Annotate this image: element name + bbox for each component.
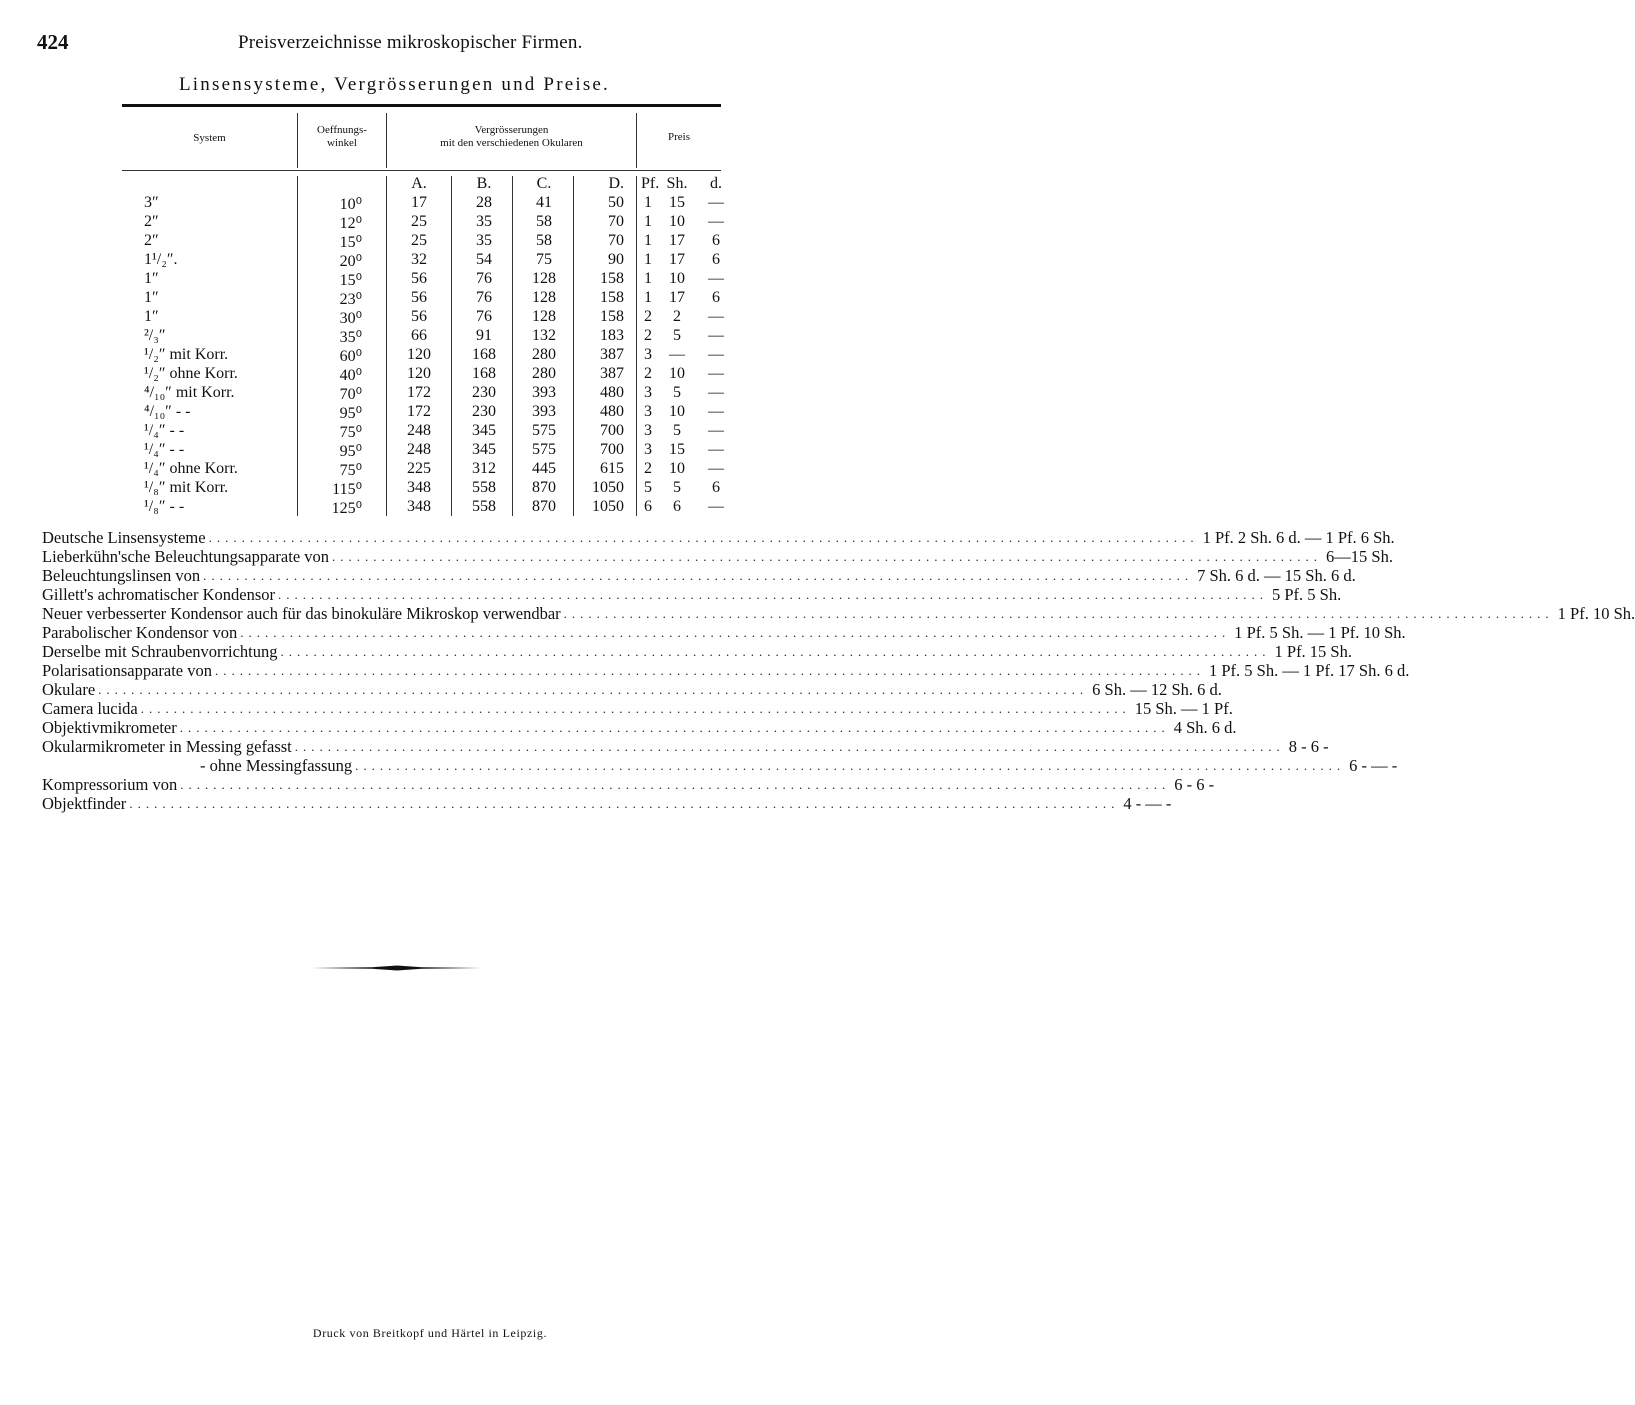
cell-c: 280 [532, 365, 556, 382]
end-ornament [312, 965, 482, 971]
cell-angle: 30⁰ [339, 310, 362, 327]
leader-dots: ........................................................................................................................ [129, 796, 1120, 811]
leader-dots: ........................................................................................................................ [179, 720, 1170, 735]
cell-dd: — [708, 498, 724, 515]
table-header-rule [122, 170, 721, 171]
leader-dots: ........................................................................................................................ [280, 644, 1271, 659]
subheader-d: D. [608, 175, 624, 192]
table-row [122, 479, 742, 498]
price-list-item [42, 604, 1635, 623]
cell-c: 58 [536, 213, 552, 230]
cell-angle: 95⁰ [339, 443, 362, 460]
item-price: 8 - 6 - [1285, 737, 1329, 756]
cell-sh: 15 [669, 441, 685, 458]
subheader-b: B. [476, 175, 492, 192]
cell-sh: 15 [669, 194, 685, 211]
table-row [122, 232, 742, 251]
leader-dots: ........................................................................................................................ [278, 587, 1268, 602]
price-list-item [42, 680, 1222, 699]
cell-sh: 10 [669, 365, 685, 382]
cell-dd: — [708, 308, 724, 325]
cell-dd: — [708, 460, 724, 477]
cell-pf: 5 [644, 479, 652, 496]
table-top-rule [122, 104, 721, 107]
leader-dots: ........................................................................................................................ [294, 739, 1285, 754]
cell-sh: 5 [673, 479, 681, 496]
cell-a: 56 [411, 270, 427, 287]
subheader-sh: Sh. [666, 175, 688, 192]
price-list-item [42, 775, 1215, 794]
cell-b: 168 [472, 365, 496, 382]
cell-b: 91 [476, 327, 492, 344]
cell-angle: 125⁰ [331, 500, 362, 517]
cell-sh: 10 [669, 270, 685, 287]
item-label: Lieberkühn'sche Beleuchtungsapparate von [42, 547, 332, 566]
item-price: 1 Pf. 15 Sh. [1271, 642, 1352, 661]
table-row [122, 270, 742, 289]
table-row [122, 213, 742, 232]
leader-dots: ........................................................................................................................ [563, 606, 1554, 621]
cell-dd: 6 [712, 479, 720, 496]
subheader-d2: d. [710, 175, 722, 192]
item-label: Polarisationsapparate von [42, 661, 215, 680]
item-price: 6 - — - [1345, 756, 1397, 775]
cell-b: 54 [476, 251, 492, 268]
cell-dd: — [708, 213, 724, 230]
price-list-item [42, 642, 1352, 661]
cell-pf: 2 [644, 327, 652, 344]
page-number: 424 [37, 30, 69, 54]
cell-c: 128 [532, 308, 556, 325]
table-subheader-row [122, 175, 742, 194]
cell-angle: 115⁰ [332, 481, 362, 498]
item-label: Objektivmikrometer [42, 718, 180, 737]
cell-pf: 1 [644, 289, 652, 306]
price-list-item [42, 756, 1398, 775]
cell-a: 120 [407, 346, 431, 363]
item-price: 6 Sh. — 12 Sh. 6 d. [1088, 680, 1222, 699]
cell-angle: 40⁰ [339, 367, 362, 384]
table-row [122, 441, 742, 460]
cell-system: ⁴/₁₀″ - - [144, 403, 191, 420]
cell-b: 345 [472, 441, 496, 458]
cell-d: 480 [600, 403, 624, 420]
running-head: Preisverzeichnisse mikroskopischer Firmen. [238, 32, 583, 53]
cell-c: 445 [532, 460, 556, 477]
cell-dd: — [708, 422, 724, 439]
price-list-item [42, 661, 1410, 680]
cell-b: 558 [472, 498, 496, 515]
cell-system: ¹/₂″ ohne Korr. [144, 365, 238, 382]
cell-c: 575 [532, 441, 556, 458]
cell-a: 225 [407, 460, 431, 477]
cell-angle: 10⁰ [339, 196, 362, 213]
cell-dd: — [708, 365, 724, 382]
item-label: Deutsche Linsensysteme [42, 528, 209, 547]
cell-system: 2″ [144, 232, 159, 249]
table-row [122, 384, 742, 403]
item-price: 15 Sh. — 1 Pf. [1131, 699, 1233, 718]
cell-pf: 2 [644, 460, 652, 477]
item-label: - ohne Messingfassung [42, 756, 355, 775]
item-label: Objektfinder [42, 794, 129, 813]
cell-d: 90 [608, 251, 624, 268]
cell-d: 387 [600, 365, 624, 382]
cell-system: ⁴/₁₀″ mit Korr. [144, 384, 235, 401]
cell-a: 172 [407, 403, 431, 420]
leader-dots: ........................................................................................................................ [355, 758, 1346, 773]
price-list-item [42, 794, 1172, 813]
cell-dd: — [708, 346, 724, 363]
cell-dd: 6 [712, 289, 720, 306]
cell-a: 348 [407, 498, 431, 515]
cell-c: 75 [536, 251, 552, 268]
cell-sh: 5 [673, 422, 681, 439]
cell-sh: 17 [669, 289, 685, 306]
cell-c: 870 [532, 498, 556, 515]
cell-d: 183 [600, 327, 624, 344]
cell-c: 280 [532, 346, 556, 363]
cell-sh: 2 [673, 308, 681, 325]
cell-c: 58 [536, 232, 552, 249]
cell-d: 70 [608, 213, 624, 230]
cell-system: ²/₃″ [144, 327, 166, 344]
item-label: Beleuchtungslinsen von [42, 566, 203, 585]
cell-dd: — [708, 403, 724, 420]
cell-angle: 95⁰ [339, 405, 362, 422]
item-price: 1 Pf. 10 Sh. [1554, 604, 1635, 623]
price-list-item [42, 528, 1395, 547]
price-list-item [42, 547, 1393, 566]
cell-d: 387 [600, 346, 624, 363]
cell-angle: 15⁰ [339, 234, 362, 251]
cell-sh: 10 [669, 403, 685, 420]
cell-a: 56 [411, 289, 427, 306]
cell-a: 25 [411, 213, 427, 230]
cell-angle: 75⁰ [339, 424, 362, 441]
cell-dd: 6 [712, 232, 720, 249]
cell-system: 3″ [144, 194, 159, 211]
cell-sh: 10 [669, 460, 685, 477]
printer-imprint: Druck von Breitkopf und Härtel in Leipzig. [312, 1326, 548, 1340]
cell-c: 132 [532, 327, 556, 344]
cell-pf: 1 [644, 213, 652, 230]
table-row [122, 327, 742, 346]
header-system: System [193, 132, 226, 144]
cell-c: 393 [532, 403, 556, 420]
item-label: Kompressorium von [42, 775, 180, 794]
leader-dots: ........................................................................................................................ [98, 682, 1089, 697]
cell-dd: — [708, 327, 724, 344]
cell-c: 870 [532, 479, 556, 496]
cell-c: 575 [532, 422, 556, 439]
cell-a: 32 [411, 251, 427, 268]
cell-b: 312 [472, 460, 496, 477]
cell-b: 168 [472, 346, 496, 363]
cell-pf: 3 [644, 346, 652, 363]
item-price: 4 Sh. 6 d. [1170, 718, 1237, 737]
cell-b: 76 [476, 308, 492, 325]
table-row [122, 194, 742, 213]
cell-d: 1050 [592, 479, 624, 496]
item-label: Neuer verbesserter Kondensor auch für das binokuläre Mikroskop verwendbar [42, 604, 564, 623]
item-label: Gillett's achromatischer Kondensor [42, 585, 278, 604]
item-label: Camera lucida [42, 699, 141, 718]
cell-d: 158 [600, 289, 624, 306]
item-label: Derselbe mit Schraubenvorrichtung [42, 642, 281, 661]
cell-d: 615 [600, 460, 624, 477]
cell-c: 128 [532, 270, 556, 287]
cell-d: 158 [600, 270, 624, 287]
subheader-pf: Pf. [641, 175, 660, 192]
cell-d: 700 [600, 441, 624, 458]
leader-dots: ........................................................................................................................ [180, 777, 1171, 792]
table-row [122, 403, 742, 422]
price-list-item [42, 718, 1237, 737]
cell-sh: 6 [673, 498, 681, 515]
item-price: 7 Sh. 6 d. — 15 Sh. 6 d. [1193, 566, 1356, 585]
cell-d: 700 [600, 422, 624, 439]
cell-b: 35 [476, 213, 492, 230]
cell-d: 158 [600, 308, 624, 325]
cell-a: 248 [407, 422, 431, 439]
cell-system: ¹/₄″ - - [144, 422, 185, 439]
price-list-item [42, 585, 1342, 604]
cell-system: ¹/₄″ - - [144, 441, 185, 458]
cell-a: 56 [411, 308, 427, 325]
cell-a: 172 [407, 384, 431, 401]
leader-dots: ........................................................................................................................ [208, 530, 1199, 545]
leader-dots: ........................................................................................................................ [332, 549, 1323, 564]
cell-pf: 1 [644, 232, 652, 249]
cell-c: 128 [532, 289, 556, 306]
price-list-item [42, 566, 1356, 585]
cell-sh: 17 [669, 251, 685, 268]
item-price: 1 Pf. 5 Sh. — 1 Pf. 10 Sh. [1230, 623, 1405, 642]
cell-pf: 3 [644, 422, 652, 439]
cell-a: 120 [407, 365, 431, 382]
item-label: Okularmikrometer in Messing gefasst [42, 737, 295, 756]
cell-pf: 2 [644, 308, 652, 325]
table-row [122, 346, 742, 365]
cell-a: 348 [407, 479, 431, 496]
cell-a: 25 [411, 232, 427, 249]
cell-dd: — [708, 441, 724, 458]
cell-b: 35 [476, 232, 492, 249]
cell-angle: 70⁰ [339, 386, 362, 403]
cell-pf: 3 [644, 441, 652, 458]
cell-angle: 75⁰ [339, 462, 362, 479]
cell-system: 1″ [144, 289, 159, 306]
subheader-a: A. [411, 175, 427, 192]
cell-b: 28 [476, 194, 492, 211]
cell-angle: 12⁰ [339, 215, 362, 232]
price-list-item [42, 699, 1233, 718]
cell-angle: 23⁰ [339, 291, 362, 308]
item-price: 1 Pf. 5 Sh. — 1 Pf. 17 Sh. 6 d. [1205, 661, 1409, 680]
cell-dd: 6 [712, 251, 720, 268]
table-row [122, 422, 742, 441]
header-magnification: Vergrösserungen mit den verschiedenen Okularen [440, 124, 583, 149]
cell-sh: 5 [673, 327, 681, 344]
table-row [122, 289, 742, 308]
cell-system: ¹/₈″ mit Korr. [144, 479, 229, 496]
cell-sh: 10 [669, 213, 685, 230]
cell-c: 41 [536, 194, 552, 211]
item-label: Okulare [42, 680, 98, 699]
header-angle: Oeffnungs- winkel [317, 124, 367, 149]
cell-angle: 35⁰ [339, 329, 362, 346]
cell-b: 345 [472, 422, 496, 439]
cell-angle: 60⁰ [339, 348, 362, 365]
table-row [122, 251, 742, 270]
cell-d: 50 [608, 194, 624, 211]
cell-pf: 3 [644, 403, 652, 420]
cell-a: 248 [407, 441, 431, 458]
cell-dd: — [708, 270, 724, 287]
cell-pf: 2 [644, 365, 652, 382]
leader-dots: ........................................................................................................................ [203, 568, 1194, 583]
price-list [42, 528, 1635, 813]
cell-d: 1050 [592, 498, 624, 515]
subheader-c: C. [536, 175, 552, 192]
cell-angle: 20⁰ [339, 253, 362, 270]
cell-system: ¹/₄″ ohne Korr. [144, 460, 238, 477]
cell-system: 1″ [144, 308, 159, 325]
cell-b: 230 [472, 384, 496, 401]
cell-system: ¹/₈″ - - [144, 498, 185, 515]
item-price: 6 - 6 - [1170, 775, 1214, 794]
item-label: Parabolischer Kondensor von [42, 623, 240, 642]
price-list-item [42, 737, 1329, 756]
cell-d: 480 [600, 384, 624, 401]
leader-dots: ........................................................................................................................ [140, 701, 1131, 716]
cell-c: 393 [532, 384, 556, 401]
leader-dots: ........................................................................................................................ [215, 663, 1205, 678]
item-price: 6—15 Sh. [1322, 547, 1393, 566]
cell-sh: 17 [669, 232, 685, 249]
cell-pf: 1 [644, 194, 652, 211]
cell-b: 558 [472, 479, 496, 496]
table-row [122, 460, 742, 479]
cell-b: 230 [472, 403, 496, 420]
table-row [122, 308, 742, 327]
cell-dd: — [708, 194, 724, 211]
cell-a: 17 [411, 194, 427, 211]
cell-system: ¹/₂″ mit Korr. [144, 346, 229, 363]
cell-b: 76 [476, 289, 492, 306]
cell-sh: — [669, 346, 685, 363]
item-price: 5 Pf. 5 Sh. [1268, 585, 1341, 604]
leader-dots: ........................................................................................................................ [240, 625, 1231, 640]
header-price: Preis [668, 131, 690, 143]
table-title: Linsensysteme, Vergrösserungen und Preise. [179, 74, 611, 95]
cell-sh: 5 [673, 384, 681, 401]
item-price: 1 Pf. 2 Sh. 6 d. — 1 Pf. 6 Sh. [1199, 528, 1395, 547]
cell-b: 76 [476, 270, 492, 287]
cell-system: 1″ [144, 270, 159, 287]
cell-a: 66 [411, 327, 427, 344]
cell-dd: — [708, 384, 724, 401]
cell-pf: 6 [644, 498, 652, 515]
cell-angle: 15⁰ [339, 272, 362, 289]
cell-pf: 1 [644, 251, 652, 268]
cell-d: 70 [608, 232, 624, 249]
cell-pf: 1 [644, 270, 652, 287]
price-list-item [42, 623, 1406, 642]
item-price: 4 - — - [1119, 794, 1171, 813]
cell-system: 2″ [144, 213, 159, 230]
table-row [122, 365, 742, 384]
table-row [122, 498, 742, 517]
cell-system: 1¹/₂″. [144, 251, 178, 268]
cell-pf: 3 [644, 384, 652, 401]
